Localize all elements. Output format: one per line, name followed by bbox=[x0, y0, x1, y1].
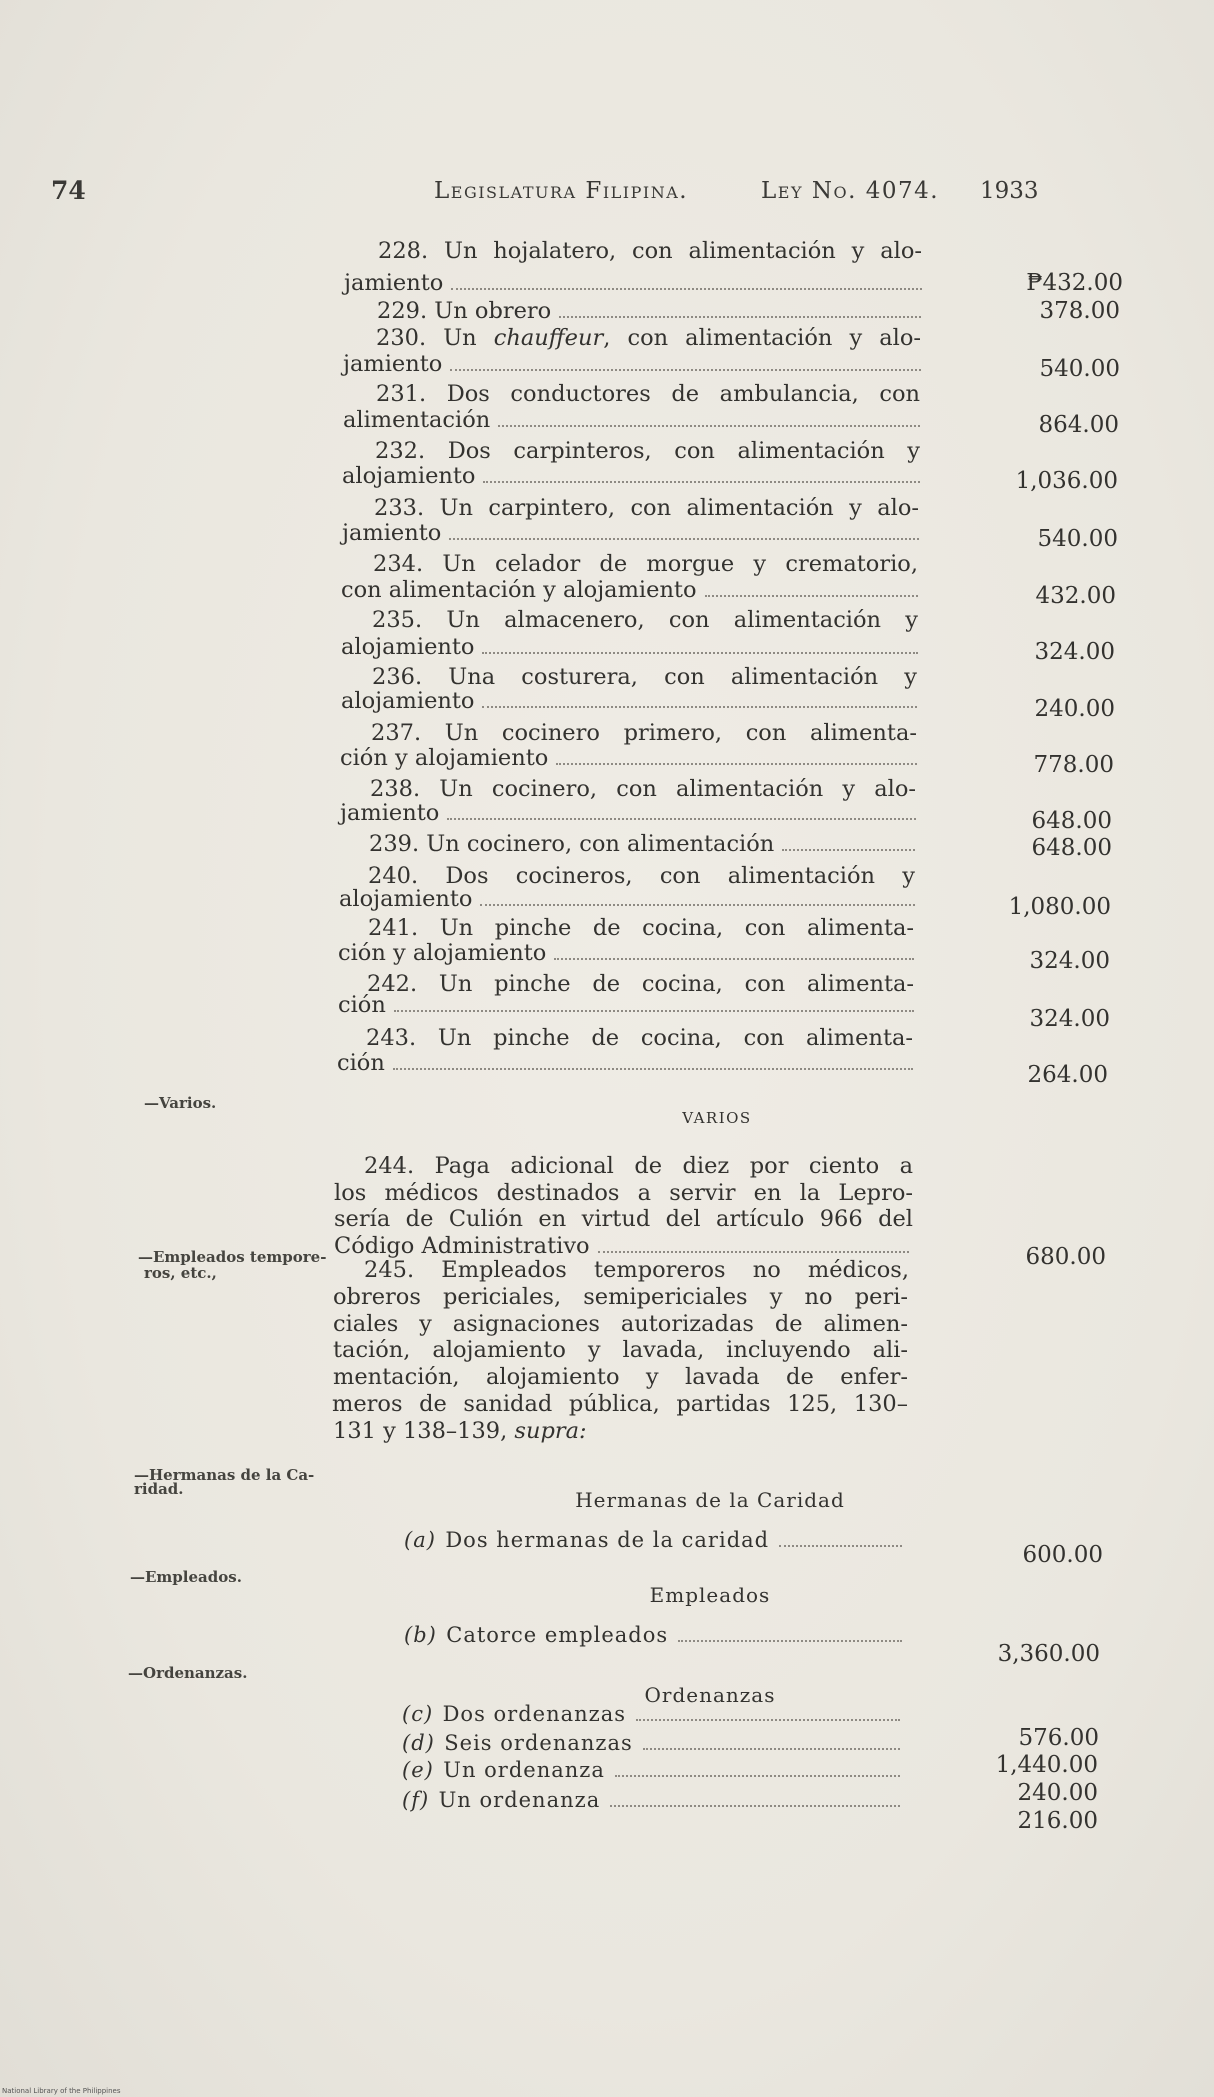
page-number: 74 bbox=[51, 176, 86, 205]
item-245-line-7 bbox=[333, 1418, 908, 1444]
item-text: Una costurera, con alimentación y bbox=[448, 664, 918, 690]
item-text: Empleados temporeros no médicos, bbox=[441, 1257, 909, 1283]
item-230-line-1 bbox=[376, 325, 921, 351]
item-number: 244. bbox=[364, 1153, 415, 1179]
subitem-label: (f) bbox=[402, 1788, 430, 1812]
item-241-line-1 bbox=[368, 915, 914, 941]
margin-note-empleados-temporeros: —Empleados tempore- bbox=[138, 1248, 327, 1266]
subitem-text: Seis ordenanzas bbox=[444, 1731, 633, 1755]
item-number: 229. bbox=[377, 298, 428, 324]
subitem-label: (d) bbox=[402, 1731, 435, 1755]
item-235-amount: 324.00 bbox=[1034, 639, 1115, 665]
subitem-b-amount: 3,360.00 bbox=[997, 1641, 1100, 1667]
item-text: Dos carpinteros, con alimentación y bbox=[447, 438, 920, 464]
item-244-line-2: los médicos destinados a servir en la Lepro- bbox=[334, 1180, 913, 1206]
subitem-text: Dos hermanas de la caridad bbox=[445, 1528, 770, 1552]
item-text-italic: chauffeur bbox=[493, 325, 604, 351]
item-235-line-2 bbox=[341, 634, 918, 660]
item-240-line-2 bbox=[339, 886, 915, 912]
item-233-line-2 bbox=[342, 520, 919, 546]
item-234-line-2 bbox=[341, 577, 918, 603]
dot-leader bbox=[393, 1068, 913, 1070]
scan-footer: National Library of the Philippines bbox=[2, 2087, 121, 2095]
dot-leader bbox=[559, 316, 921, 318]
dot-leader bbox=[447, 818, 916, 820]
subitem-f bbox=[402, 1788, 900, 1812]
item-text: jamiento bbox=[340, 800, 440, 826]
subheading-empleados: Empleados bbox=[649, 1583, 771, 1607]
item-229-amount: 378.00 bbox=[1039, 298, 1120, 324]
item-244-amount: 680.00 bbox=[1025, 1244, 1106, 1270]
item-text: Un pinche de cocina, con alimenta- bbox=[438, 971, 914, 997]
item-number: 230. bbox=[376, 325, 427, 351]
subitem-d bbox=[402, 1731, 900, 1755]
margin-note-hermanas: —Hermanas de la Ca- bbox=[134, 1466, 315, 1484]
margin-note-ordenanzas: —Ordenanzas. bbox=[128, 1664, 248, 1682]
item-number: 235. bbox=[372, 607, 423, 633]
item-229-line-1 bbox=[377, 298, 921, 324]
item-237-line-1 bbox=[371, 720, 917, 746]
item-241-amount: 324.00 bbox=[1029, 948, 1110, 974]
item-238-line-1 bbox=[370, 776, 916, 802]
dot-leader bbox=[394, 1010, 914, 1012]
dot-leader bbox=[554, 958, 914, 960]
dot-leader bbox=[483, 481, 920, 483]
subitem-a bbox=[404, 1528, 902, 1552]
item-text: alojamiento bbox=[339, 886, 473, 912]
dot-leader bbox=[451, 288, 922, 290]
subitem-text: Un ordenanza bbox=[443, 1758, 605, 1782]
item-233-amount: 540.00 bbox=[1037, 526, 1118, 552]
dot-leader bbox=[678, 1640, 902, 1642]
item-245-line-5: mentación, alojamiento y lavada de enfer- bbox=[333, 1364, 908, 1390]
item-number: 243. bbox=[366, 1025, 417, 1051]
item-text: ción bbox=[337, 1050, 385, 1076]
item-239-line-1 bbox=[369, 831, 915, 857]
margin-note-empleados-temporeros-cont: ros, etc., bbox=[144, 1264, 217, 1282]
item-232-line-2 bbox=[342, 463, 920, 489]
item-230-line-2 bbox=[343, 351, 921, 377]
item-231-line-1 bbox=[376, 381, 920, 407]
dot-leader bbox=[498, 425, 920, 427]
item-number: 239. bbox=[369, 831, 420, 857]
subitem-c-amount: 576.00 bbox=[1018, 1725, 1099, 1751]
item-237-amount: 778.00 bbox=[1033, 752, 1114, 778]
item-text: alojamiento bbox=[341, 634, 475, 660]
subitem-e bbox=[402, 1758, 900, 1782]
item-text: alojamiento bbox=[341, 688, 475, 714]
item-228-amount: ₱432.00 bbox=[1026, 270, 1123, 296]
subitem-label: (c) bbox=[402, 1702, 434, 1726]
dot-leader bbox=[449, 538, 919, 540]
item-text: ción y alojamiento bbox=[340, 745, 549, 771]
subitem-label: (e) bbox=[402, 1758, 434, 1782]
item-245-line-1 bbox=[364, 1257, 909, 1283]
item-233-line-1 bbox=[374, 495, 919, 521]
item-text: Un cocinero, con alimentación bbox=[426, 831, 775, 857]
item-245-line-3: ciales y asignaciones autorizadas de alimen- bbox=[333, 1311, 908, 1337]
item-text: Un bbox=[443, 325, 477, 351]
item-text: Un carpintero, con alimentación y alo- bbox=[439, 495, 919, 521]
item-228-line-2 bbox=[344, 270, 922, 296]
item-text: alojamiento bbox=[342, 463, 476, 489]
item-243-amount: 264.00 bbox=[1027, 1062, 1108, 1088]
item-text: Un hojalatero, con alimentación y alo- bbox=[443, 238, 922, 264]
subheading-ordenanzas: Ordenanzas bbox=[644, 1683, 776, 1707]
subitem-label: (a) bbox=[404, 1528, 436, 1552]
dot-leader bbox=[615, 1775, 900, 1777]
item-text: con alimentación y alojamiento bbox=[341, 577, 697, 603]
item-244-line-1 bbox=[364, 1153, 913, 1179]
item-245-line-6: meros de sanidad pública, partidas 125, 130– bbox=[332, 1391, 908, 1417]
item-236-line-1 bbox=[372, 664, 917, 690]
dot-leader bbox=[450, 369, 921, 371]
dot-leader bbox=[482, 706, 917, 708]
item-number: 231. bbox=[376, 381, 427, 407]
running-head-title: Legislatura Filipina. bbox=[434, 178, 689, 204]
subitem-a-amount: 600.00 bbox=[1022, 1542, 1103, 1568]
subitem-f-amount: 216.00 bbox=[1017, 1808, 1098, 1834]
item-number: 238. bbox=[370, 776, 421, 802]
dot-leader bbox=[610, 1805, 900, 1807]
section-heading-varios: VARIOS bbox=[682, 1109, 752, 1127]
subheading-hermanas: Hermanas de la Caridad bbox=[575, 1488, 845, 1512]
item-text: jamiento bbox=[342, 520, 442, 546]
dot-leader bbox=[636, 1719, 900, 1721]
item-231-line-2 bbox=[343, 407, 920, 433]
item-245-line-2: obreros periciales, semipericiales y no peri- bbox=[333, 1284, 908, 1310]
item-number: 233. bbox=[374, 495, 425, 521]
item-244-line-3: sería de Culión en virtud del artículo 966 del bbox=[334, 1206, 913, 1232]
item-235-line-1 bbox=[372, 607, 918, 633]
item-text: jamiento bbox=[343, 351, 443, 377]
subitem-b bbox=[404, 1623, 902, 1647]
subitem-text: Un ordenanza bbox=[438, 1788, 601, 1812]
item-text: alimentación bbox=[343, 407, 491, 433]
item-number: 245. bbox=[364, 1257, 415, 1283]
subitem-label: (b) bbox=[404, 1623, 437, 1647]
item-243-line-2 bbox=[337, 1050, 913, 1076]
item-230-amount: 540.00 bbox=[1039, 356, 1120, 382]
item-244-line-4 bbox=[334, 1233, 909, 1259]
item-text: Un cocinero primero, con alimenta- bbox=[444, 720, 917, 746]
item-text: Un pinche de cocina, con alimenta- bbox=[439, 915, 915, 941]
subitem-text: Catorce empleados bbox=[446, 1623, 669, 1647]
subitem-d-amount: 1,440.00 bbox=[995, 1752, 1098, 1778]
item-text: Paga adicional de diez por ciento a bbox=[434, 1153, 913, 1179]
item-number: 242. bbox=[367, 971, 418, 997]
item-text: Código Administrativo bbox=[334, 1233, 590, 1259]
item-number: 241. bbox=[368, 915, 419, 941]
item-245-line-4: tación, alojamiento y lavada, incluyendo ali- bbox=[333, 1337, 908, 1363]
item-text: Un celador de morgue y crematorio, bbox=[442, 551, 918, 577]
item-number: 237. bbox=[371, 720, 422, 746]
item-231-amount: 864.00 bbox=[1038, 412, 1119, 438]
item-number: 232. bbox=[375, 438, 426, 464]
item-text-italic: supra: bbox=[514, 1418, 587, 1444]
item-text: Un cocinero, con alimentación y alo- bbox=[439, 776, 916, 802]
item-text: ción bbox=[338, 992, 386, 1018]
item-232-amount: 1,036.00 bbox=[1015, 468, 1118, 494]
item-text: Dos cocineros, con alimentación y bbox=[445, 863, 915, 889]
dot-leader bbox=[643, 1748, 900, 1750]
item-240-amount: 1,080.00 bbox=[1008, 894, 1111, 920]
item-236-amount: 240.00 bbox=[1034, 696, 1115, 722]
running-head-year: 1933 bbox=[980, 178, 1039, 204]
dot-leader bbox=[705, 595, 918, 597]
dot-leader bbox=[779, 1545, 902, 1547]
dot-leader bbox=[480, 904, 915, 906]
item-243-line-1 bbox=[366, 1025, 913, 1051]
item-236-line-2 bbox=[341, 688, 917, 714]
running-head-law: Ley No. 4074. bbox=[761, 178, 940, 204]
item-238-line-2 bbox=[340, 800, 916, 826]
dot-leader bbox=[482, 652, 918, 654]
item-232-line-1 bbox=[375, 438, 920, 464]
item-242-line-2 bbox=[338, 992, 914, 1018]
item-text: Un obrero bbox=[434, 298, 552, 324]
dot-leader bbox=[782, 849, 915, 851]
subitem-text: Dos ordenanzas bbox=[442, 1702, 627, 1726]
item-number: 236. bbox=[372, 664, 423, 690]
margin-note-varios: —Varios. bbox=[144, 1094, 217, 1112]
item-number: 228. bbox=[378, 238, 429, 264]
item-number: 240. bbox=[368, 863, 419, 889]
item-text: jamiento bbox=[344, 270, 444, 296]
dot-leader bbox=[598, 1251, 909, 1253]
item-number: 234. bbox=[373, 551, 424, 577]
item-text: Un almacenero, con alimentación y bbox=[446, 607, 918, 633]
margin-note-hermanas-cont: ridad. bbox=[134, 1480, 184, 1498]
item-242-amount: 324.00 bbox=[1029, 1006, 1110, 1032]
item-238-amount: 648.00 bbox=[1031, 808, 1112, 834]
item-234-amount: 432.00 bbox=[1035, 583, 1116, 609]
item-text: Dos conductores de ambulancia, con bbox=[446, 381, 920, 407]
item-241-line-2 bbox=[338, 940, 914, 966]
item-text: ción y alojamiento bbox=[338, 940, 547, 966]
item-237-line-2 bbox=[340, 745, 917, 771]
item-234-line-1 bbox=[373, 551, 918, 577]
subitem-e-amount: 240.00 bbox=[1017, 1780, 1098, 1806]
subitem-c bbox=[402, 1702, 900, 1726]
dot-leader bbox=[556, 763, 917, 765]
item-228-line-1 bbox=[378, 238, 922, 264]
margin-note-empleados: —Empleados. bbox=[130, 1568, 242, 1586]
item-239-amount: 648.00 bbox=[1031, 835, 1112, 861]
item-text: Un pinche de cocina, con alimenta- bbox=[437, 1025, 913, 1051]
item-text: 131 y 138–139, bbox=[333, 1418, 508, 1444]
item-text: , con alimentación y alo- bbox=[603, 325, 922, 351]
